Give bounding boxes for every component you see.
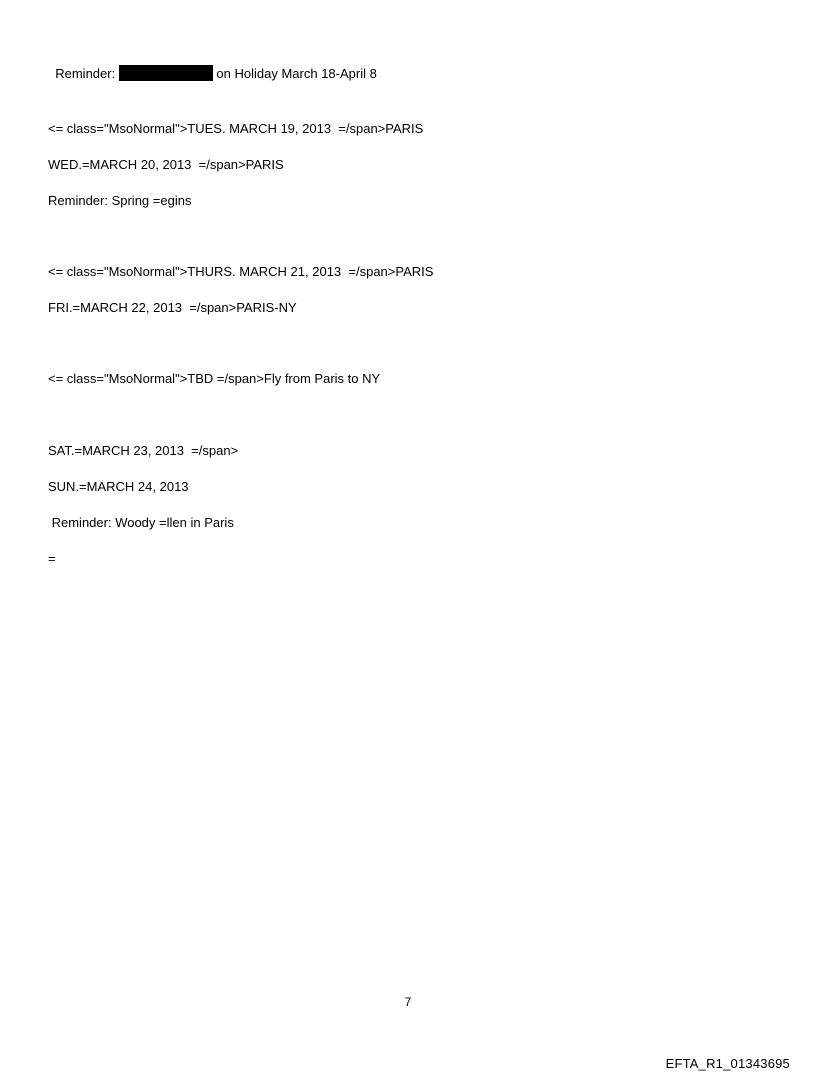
holiday-reminder-line <box>48 49 377 82</box>
redaction-block <box>119 65 213 81</box>
holiday-reminder-prefix: Reminder: <box>55 66 119 81</box>
document-id: EFTA_R1_01343695 <box>665 1056 790 1071</box>
tbd-line: <= class="MsoNormal">TBD =/span>Fly from Paris to NY <box>48 371 381 386</box>
thurs-line: <= class="MsoNormal">THURS. MARCH 21, 2013 =/span>PARIS <box>48 264 434 279</box>
equals-line: = <box>48 551 56 566</box>
holiday-reminder-suffix: on Holiday March 18-April 8 <box>212 66 377 81</box>
sat-line: SAT.=MARCH 23, 2013 =/span> <box>48 443 239 458</box>
sun-line: SUN.=MARCH 24, 2013 <box>48 479 189 494</box>
wed-line: WED.=MARCH 20, 2013 =/span>PARIS <box>48 157 284 172</box>
woody-reminder-line: Reminder: Woody =llen in Paris <box>48 515 234 530</box>
fri-line: FRI.=MARCH 22, 2013 =/span>PARIS-NY <box>48 300 297 315</box>
page-number: 7 <box>404 995 412 1009</box>
spring-reminder-line: Reminder: Spring =egins <box>48 193 192 208</box>
tues-line: <= class="MsoNormal">TUES. MARCH 19, 2013 =/span>PARIS <box>48 121 424 136</box>
